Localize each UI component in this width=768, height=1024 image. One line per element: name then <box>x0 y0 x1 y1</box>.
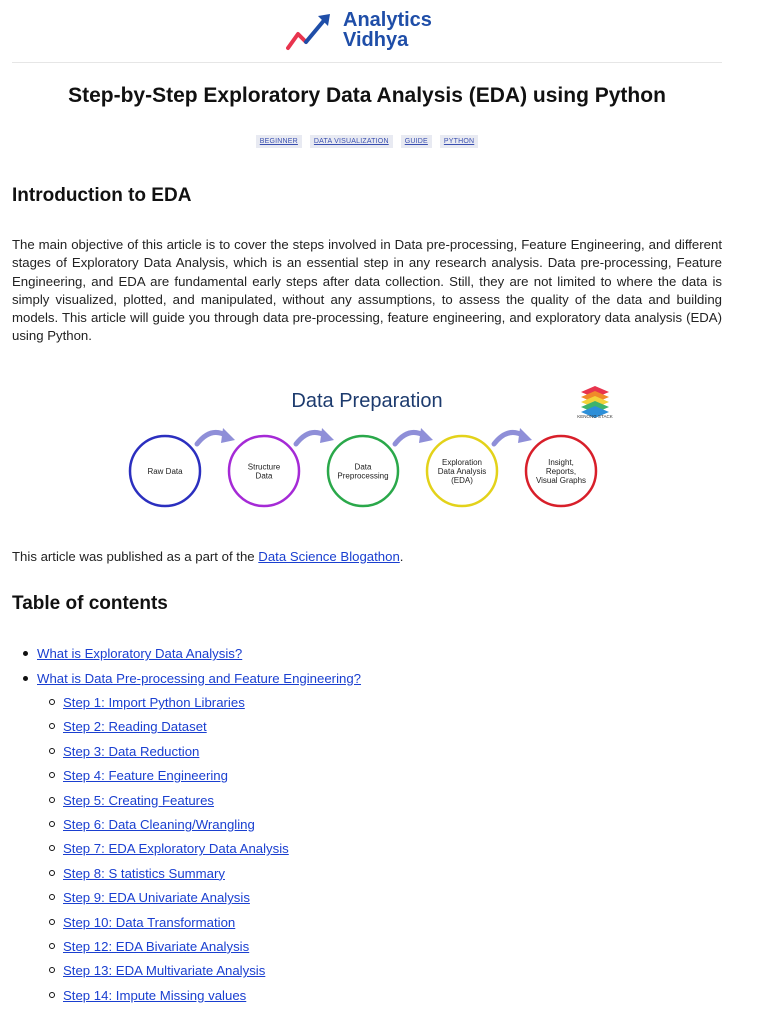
toc-item <box>12 743 712 767</box>
toc-link[interactable]: Step 5: Creating Features <box>63 792 215 808</box>
intro-heading: Introduction to EDA <box>12 185 192 206</box>
toc-link[interactable]: Step 13: EDA Multivariate Analysis <box>63 963 266 979</box>
stage-arrowhead <box>320 428 334 443</box>
toc-link[interactable]: Step 14: Impute Missing values <box>63 987 247 1003</box>
stage-label: Exploration <box>441 458 483 467</box>
intro-paragraph: The main objective of this article is to cover the steps involved in Data pre-processing, Feature Engineering, and different stages of Exploratory Data Analysis, which is an essential step in any research analysis. Data pre-processing, Feature Engineering, and EDA are fundamental early steps after data collection. Still, they are not limited to where the data is simply visualized, plotted, and manipulated, without any assumptions, to assess the quality of the data and building models. This article will guide you through data pre-processing, feature engineering, and exploratory data analysis (EDA) using Python. <box>12 237 722 344</box>
stage-label: Data <box>354 462 372 472</box>
stage-arrowhead <box>221 428 235 443</box>
stage-arrowhead <box>518 428 532 443</box>
toc-item <box>12 840 712 864</box>
stage-label: Reports, <box>545 467 577 476</box>
stage-label: Data <box>255 471 273 481</box>
figure-title: Data Preparation <box>291 390 443 412</box>
data-preparation-figure <box>122 378 616 518</box>
toc-link[interactable]: Step 12: EDA Bivariate Analysis <box>63 938 250 954</box>
toc-heading: Table of contents <box>12 593 168 614</box>
toc-item <box>12 889 712 913</box>
toc-link[interactable]: Step 8: S tatistics Summary <box>63 865 225 881</box>
published-note: This article was published as a part of the Data Science Blogathon. <box>12 549 404 564</box>
stage-label: Preprocessing <box>337 471 389 481</box>
toc-link[interactable]: Step 10: Data Transformation <box>63 914 236 930</box>
toc-item <box>12 670 712 695</box>
toc-link[interactable]: Step 6: Data Cleaning/Wrangling <box>63 816 255 832</box>
toc-item <box>12 987 712 1011</box>
toc-link[interactable]: Step 7: EDA Exploratory Data Analysis <box>63 841 289 857</box>
logo-wordmark: Analytics Vidhya <box>343 9 432 51</box>
toc-item <box>12 792 712 816</box>
toc-link[interactable]: Step 1: Import Python Libraries <box>63 695 245 710</box>
toc-item <box>12 914 712 938</box>
toc-link[interactable]: Step 4: Feature Engineering <box>63 768 228 784</box>
badge-label: KENONG STACK <box>577 414 613 419</box>
stage-label: Structure <box>247 462 281 472</box>
stage-arrowhead <box>419 428 433 443</box>
toc-item <box>12 938 712 962</box>
stage-label: (EDA) <box>451 476 473 485</box>
tag-guide[interactable]: GUIDE <box>401 135 432 148</box>
stage-label: Insight, <box>548 458 574 467</box>
toc-item <box>12 816 712 840</box>
toc-link[interactable]: Step 3: Data Reduction <box>63 743 200 759</box>
toc-item <box>12 962 712 986</box>
tag-python[interactable]: PYTHON <box>440 135 478 148</box>
toc-link[interactable]: Step 9: EDA Univariate Analysis <box>63 890 250 906</box>
header-divider <box>12 62 722 63</box>
toc-link[interactable]: What is Exploratory Data Analysis? <box>37 646 243 661</box>
toc-link[interactable]: What is Data Pre-processing and Feature Engineering? <box>37 670 362 686</box>
stage-label: Raw Data <box>147 467 183 476</box>
blogathon-link[interactable]: Data Science Blogathon <box>258 549 400 564</box>
stage-label: Data Analysis <box>437 467 487 476</box>
toc-item <box>12 718 712 742</box>
stage-label: Visual Graphs <box>535 476 587 485</box>
toc-item <box>12 767 712 791</box>
analytics-vidhya-logo-mark <box>286 12 336 52</box>
article-title: Step-by-Step Exploratory Data Analysis (EDA) using Python <box>68 84 666 107</box>
article-tags <box>12 135 722 148</box>
site-logo[interactable] <box>286 10 456 56</box>
toc-link[interactable]: Step 2: Reading Dataset <box>63 719 207 735</box>
data-preparation-diagram <box>122 378 616 518</box>
tag-data-visualization[interactable]: DATA VISUALIZATION <box>310 135 393 148</box>
toc-item <box>12 694 712 718</box>
toc-item <box>12 865 712 889</box>
table-of-contents <box>12 645 712 1011</box>
toc-item <box>12 645 712 670</box>
tag-beginner[interactable]: BEGINNER <box>256 135 302 148</box>
